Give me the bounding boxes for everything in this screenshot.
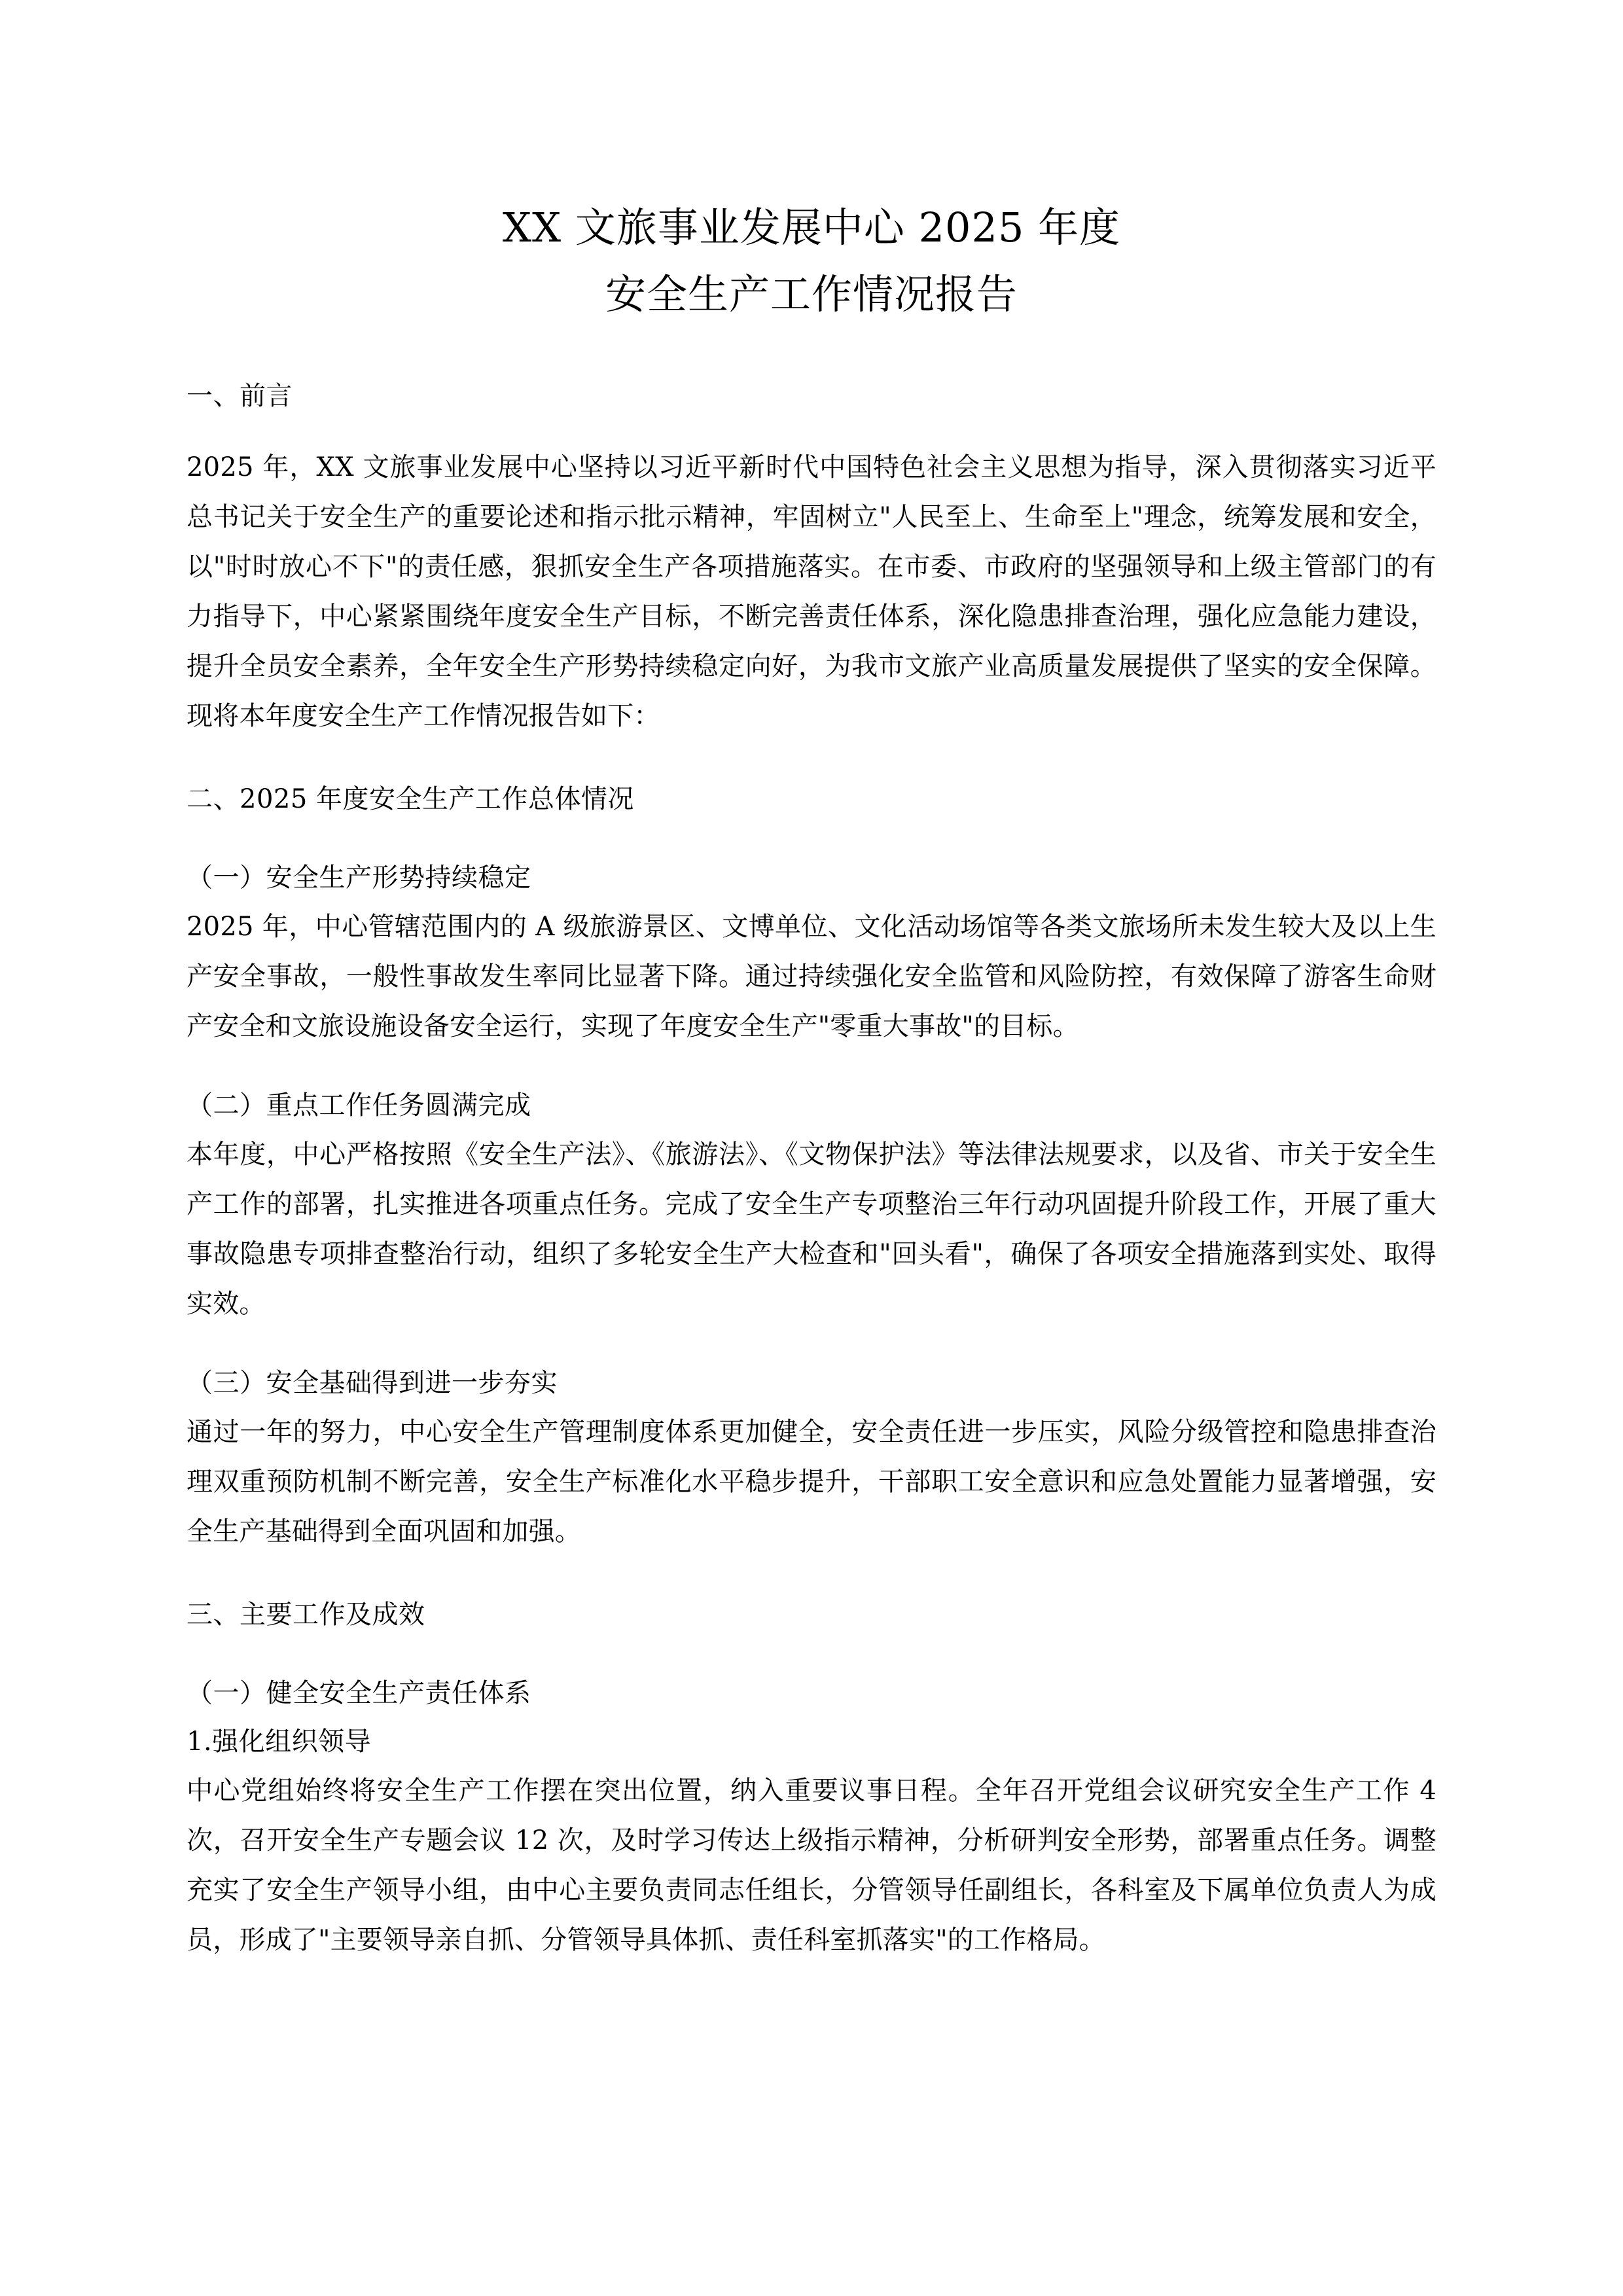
subsection-key-tasks bbox=[187, 1081, 1436, 1329]
section-preface bbox=[187, 372, 1436, 741]
minor-heading-3-1-1: 1.强化组织领导 bbox=[187, 1727, 372, 1757]
section-main-work bbox=[187, 1590, 1436, 1965]
section-heading-1: 一、前言 bbox=[187, 381, 293, 412]
paragraph-preface: 2025 年，XX 文旅事业发展中心坚持以习近平新时代中国特色社会主义思想为指导，深入贯彻落实习近平总书记关于安全生产的重要论述和指示批示精神，牢固树立"人民至上、生命至上"理念，统筹发展和安全，以"时时放心不下"的责任感，狠抓安全生产各项措施落实。在市委、市政府的坚强领导和上级主管部门的有力指导下，中心紧紧围绕年度安全生产目标，不断完善责任体系，深化隐患排查治理，强化应急能力建设，提升全员安全素养，全年安全生产形势持续稳定向好，为我市文旅产业高质量发展提供了坚实的安全保障。现将本年度安全生产工作情况报告如下： bbox=[187, 452, 1436, 732]
section-heading-2: 二、2025 年度安全生产工作总体情况 bbox=[187, 784, 635, 815]
subsection-safety-foundation bbox=[187, 1359, 1436, 1556]
paragraph-3-1-1: 中心党组始终将安全生产工作摆在突出位置，纳入重要议事日程。全年召开党组会议研究安全生产工作 4 次，召开安全生产专题会议 12 次，及时学习传达上级指示精神，分析研判安全形势，部署重点任务。调整充实了安全生产领导小组，由中心主要负责同志任组长，分管领导任副组长，各科室及下属单位负责人为成员，形成了"主要领导亲自抓、分管领导具体抓、责任科室抓落实"的工作格局。 bbox=[187, 1776, 1436, 1956]
paragraph-2-2: 本年度，中心严格按照《安全生产法》、《旅游法》、《文物保护法》等法律法规要求，以及省、市关于安全生产工作的部署，扎实推进各项重点任务。完成了安全生产专项整治三年行动巩固提升阶段工作，开展了重大事故隐患专项排查整治行动，组织了多轮安全生产大检查和"回头看"，确保了各项安全措施落到实处、取得实效。 bbox=[187, 1139, 1436, 1319]
paragraph-2-1: 2025 年，中心管辖范围内的 A 级旅游景区、文博单位、文化活动场馆等各类文旅场所未发生较大及以上生产安全事故，一般性事故发生率同比显著下降。通过持续强化安全监管和风险防控，有效保障了游客生命财产安全和文旅设施设备安全运行，实现了年度安全生产"零重大事故"的目标。 bbox=[187, 912, 1436, 1042]
section-overall-situation bbox=[187, 775, 1436, 1556]
subsection-heading-2-1: （一）安全生产形势持续稳定 bbox=[187, 863, 531, 893]
subsection-heading-3-1: （一）健全安全生产责任体系 bbox=[187, 1678, 531, 1709]
paragraph-2-3: 通过一年的努力，中心安全生产管理制度体系更加健全，安全责任进一步压实，风险分级管控和隐患排查治理双重预防机制不断完善，安全生产标准化水平稳步提升，干部职工安全意识和应急处置能力显著增强，安全生产基础得到全面巩固和加强。 bbox=[187, 1417, 1436, 1547]
subsection-heading-2-2: （二）重点工作任务圆满完成 bbox=[187, 1090, 531, 1121]
subsection-stable-situation bbox=[187, 853, 1436, 1051]
subsection-heading-2-3: （三）安全基础得到进一步夯实 bbox=[187, 1368, 558, 1399]
section-heading-3: 三、主要工作及成效 bbox=[187, 1600, 425, 1630]
page-title-line-1: XX 文旅事业发展中心 2025 年度 bbox=[502, 204, 1121, 251]
page-title-line-2: 安全生产工作情况报告 bbox=[605, 270, 1018, 319]
subsection-responsibility-system bbox=[187, 1669, 1436, 1965]
